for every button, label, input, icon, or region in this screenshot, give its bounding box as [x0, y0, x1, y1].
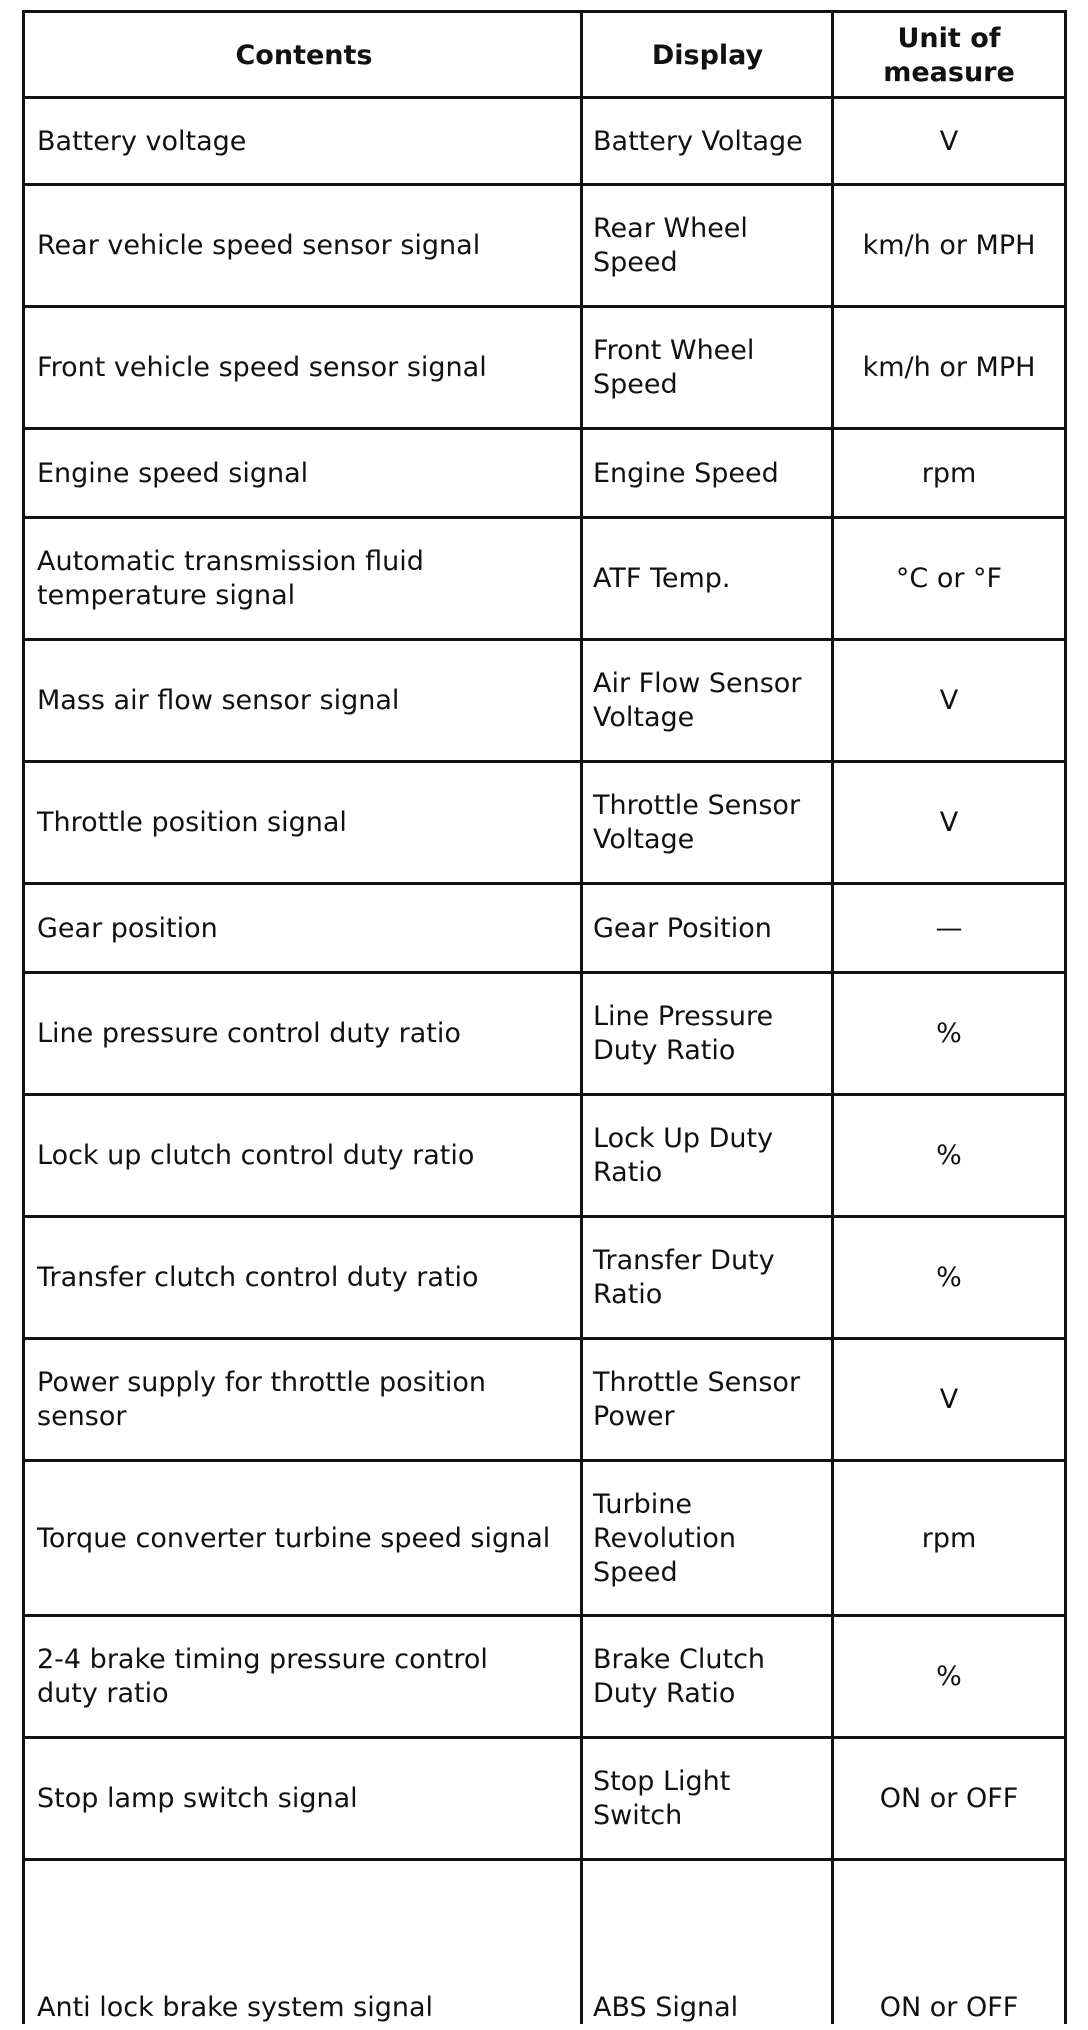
cell-display: Throttle Sensor Voltage [593, 790, 801, 855]
cell-display: Transfer Duty Ratio [593, 1245, 775, 1310]
cell-unit: V [939, 125, 959, 157]
cell-unit: % [936, 1661, 962, 1692]
cell-unit: km/h or MPH [862, 230, 1036, 261]
cell-unit: % [936, 1140, 962, 1171]
cell-display: Throttle Sensor Power [593, 1367, 801, 1432]
cell-contents: Line pressure control duty ratio [37, 1018, 461, 1049]
cell-unit: — [935, 912, 963, 944]
cell-contents: Lock up clutch control duty ratio [37, 1140, 475, 1171]
cell-display: Front Wheel Speed [593, 335, 755, 400]
cell-display: Rear Wheel Speed [593, 213, 748, 278]
cell-contents: Torque converter turbine speed signal [37, 1522, 551, 1554]
cell-display: Battery Voltage [593, 125, 803, 157]
cell-contents: Throttle position signal [37, 807, 347, 838]
cell-unit: °C or °F [895, 563, 1003, 594]
header-display: Display [651, 40, 764, 71]
cell-display: Line Pressure Duty Ratio [593, 1001, 774, 1066]
cell-unit: ON or OFF [879, 1992, 1019, 2023]
cell-display: Air Flow Sensor Voltage [593, 668, 802, 733]
cell-contents: Gear position [37, 912, 218, 944]
cell-contents: Mass air flow sensor signal [37, 685, 400, 716]
cell-unit: ON or OFF [879, 1783, 1019, 1814]
cell-unit: V [939, 807, 959, 838]
cell-unit: km/h or MPH [862, 352, 1036, 383]
cell-display: ABS Signal [593, 1992, 739, 2023]
cell-contents: 2-4 brake timing pressure control duty ratio [37, 1644, 488, 1709]
cell-contents: Engine speed signal [37, 457, 309, 489]
cell-contents: Power supply for throttle position sensor [37, 1367, 486, 1432]
data-table [22, 10, 1067, 2024]
cell-display: Gear Position [593, 912, 772, 944]
cell-unit: % [936, 1018, 962, 1049]
cell-display: Brake Clutch Duty Ratio [593, 1644, 766, 1709]
cell-contents: Automatic transmission fluid temperature signal [37, 546, 424, 611]
cell-contents: Front vehicle speed sensor signal [37, 352, 487, 383]
cell-display: Engine Speed [593, 457, 779, 489]
cell-contents: Stop lamp switch signal [37, 1783, 358, 1814]
cell-display: ATF Temp. [593, 563, 731, 594]
cell-contents: Transfer clutch control duty ratio [37, 1262, 479, 1293]
cell-unit: % [936, 1262, 962, 1293]
cell-contents: Rear vehicle speed sensor signal [37, 230, 481, 261]
cell-display: Turbine Revolution Speed [593, 1488, 736, 1588]
cell-contents: Anti lock brake system signal [37, 1992, 434, 2023]
cell-display: Stop Light Switch [593, 1766, 731, 1831]
cell-unit: V [939, 1384, 959, 1415]
cell-unit: V [939, 685, 959, 716]
cell-unit: rpm [921, 457, 977, 489]
cell-display: Lock Up Duty Ratio [593, 1123, 774, 1188]
header-contents: Contents [235, 40, 373, 71]
header-unit-of-measure: Unit of measure [883, 23, 1015, 88]
cell-unit: rpm [921, 1522, 977, 1554]
cell-contents: Battery voltage [37, 125, 247, 157]
